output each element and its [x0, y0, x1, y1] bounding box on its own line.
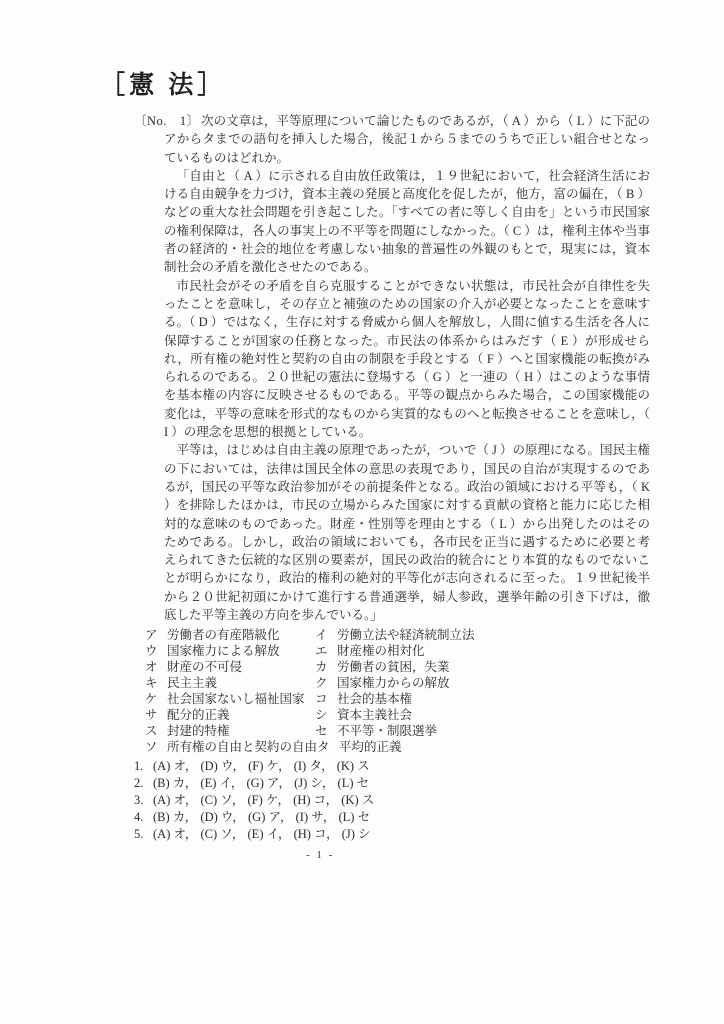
word-text: 財産の不可侵	[167, 660, 243, 675]
word-key: ア	[145, 628, 158, 643]
choice-number: 2.	[134, 776, 144, 791]
word-option	[315, 691, 412, 707]
word-text: 国家権力からの解放	[337, 676, 450, 691]
answer-choice-1	[134, 758, 650, 775]
question-stem: 次の文章は，平等原理について論じたものであるが，（ A ）から（ L ）に下記のアからタまでの語句を挿入した場合，後記１から５までのうちで正しい組合せとなっているものはどれか。	[164, 114, 650, 165]
word-text: 労働者の貧困，失業	[337, 660, 450, 675]
passage-paragraph: 「自由と（ A ）に示される自由放任政策は，１９世紀において，社会経済生活における自由競争を力づけ，資本主義の発展と高度化を促したが，他方，富の偏在，（ B ）などの重大な社会問題を引き起こした。「すべての者に等しく自由を」という市民国家の権利保障は，各人の事実上の不平等を問題にしなかった。（ C ）は，権利主体や当事者の経済的・社会的地位を考慮しない抽象的普遍性の外観のもとで，現実には，資本制社会の矛盾を激化させたのである。	[164, 168, 650, 275]
choice-number: 3.	[134, 793, 144, 808]
word-key: イ	[315, 628, 328, 643]
choice-text: (A) オ， (C) ソ， (F) ケ， (H) コ， (K) ス	[153, 793, 375, 808]
word-option	[317, 739, 402, 755]
word-key: ス	[145, 724, 158, 739]
word-option	[315, 723, 437, 739]
word-option	[145, 643, 315, 659]
answer-choice-2	[134, 775, 650, 792]
passage-paragraph: 市民社会がその矛盾を自ら克服することができない状態は，市民社会が自律性を失ったことを意味し，その存立と補強のための国家の介入が必要となったことを意味する。（ D ）ではなく，生存に対する脅威から個人を解放し，人間に値する生活を各人に保障することが国家の任務となった。市民法の体系からはみだす（ E ）が形成せられ，所有権の絶対性と契約の自由の制限を手段とする（ F ）へと国家機能の転換がみられるのである。２０世紀の憲法に登場する（ G ）と一連の（ H ）はこのような事情を基本権の内容に反映させるものである。平等の観点からみた場合，この国家機能の変化は，平等の意味を形式的なものから実質的なものへと転換させることを意味し，（ I ）の理念を思想的根拠としている。	[164, 278, 650, 440]
choice-number: 5.	[134, 827, 144, 842]
word-key: セ	[315, 724, 328, 739]
word-text: 社会国家ないし福祉国家	[167, 692, 305, 707]
word-list-row	[145, 723, 650, 739]
word-option	[315, 707, 412, 723]
page-number: - 1 -	[306, 849, 335, 861]
word-option	[315, 627, 475, 643]
word-text: 社会的基本権	[337, 692, 413, 707]
word-option	[145, 691, 315, 707]
word-key: ウ	[145, 644, 158, 659]
question-block	[134, 112, 650, 843]
answer-choice-4	[134, 809, 650, 826]
word-option	[145, 627, 315, 643]
word-key: カ	[315, 660, 328, 675]
passage-paragraph: 平等は，はじめは自由主義の原理であったが，ついで（ J ）の原理になる。国民主権の下においては，法律は国民全体の意思の表現であり，国民の自治が実現するのであるが，国民の平等な政治参加がその前提条件となる。政治の領域における平等も，（ K ）を排除したほかは，市民の立場からみた国家に対する貢献の資格と能力に応じた相対的な意味のものであった。財産・性別等を理由とする（ L ）から出発したのはそのためである。しかし，政治の領域においても，各市民を正当に遇するために必要と考えられてきた伝統的な区別の要素が，国民の政治的統合にとり本質的なものでないことが明らかになり，政治的権利の絶対的平等化が志向されるに至った。１９世紀後半から２０世紀初頭にかけて進行する普通選挙，婦人参政，選挙年齢の引き下げは，徹底した平等主義の方向を歩んでいる。」	[164, 443, 650, 623]
word-text: 国家権力による解放	[167, 644, 280, 659]
word-text: 民主主義	[167, 676, 218, 691]
word-key: キ	[145, 676, 158, 691]
answer-choice-list	[134, 758, 650, 843]
word-list-row	[145, 739, 650, 755]
word-list-row	[145, 659, 650, 675]
word-list-row	[145, 643, 650, 659]
word-key: ク	[315, 676, 328, 691]
word-key: コ	[315, 692, 328, 707]
word-option	[145, 707, 315, 723]
section-title: ［憲 法］	[100, 72, 227, 99]
word-text: 資本主義社会	[337, 708, 413, 723]
word-list-row	[145, 707, 650, 723]
choice-text: (A) オ， (C) ソ， (E) イ， (H) コ， (J) シ	[153, 827, 371, 842]
word-list-row	[145, 627, 650, 643]
word-text: 所有権の自由と契約の自由	[167, 740, 318, 755]
word-text: 労働立法や経済統制立法	[337, 628, 475, 643]
word-text: 財産権の相対化	[337, 644, 425, 659]
word-option	[145, 675, 315, 691]
choice-text: (B) カ， (E) イ， (G) ア， (J) シ， (L) セ	[153, 776, 370, 791]
word-text: 平均的正義	[339, 740, 402, 755]
word-list-row	[145, 691, 650, 707]
question-number: 〔No. 1〕	[134, 114, 200, 128]
choice-text: (B) カ， (D) ウ， (G) ア， (I) サ， (L) セ	[153, 810, 371, 825]
document-body	[100, 70, 660, 843]
word-option	[145, 659, 315, 675]
word-text: 不平等・制限選挙	[337, 724, 438, 739]
answer-choice-3	[134, 792, 650, 809]
word-option	[315, 675, 450, 691]
choice-text: (A) オ， (D) ウ， (F) ケ， (I) タ， (K) ス	[153, 759, 370, 774]
word-option	[315, 643, 425, 659]
word-text: 配分的正義	[167, 708, 230, 723]
choice-number: 4.	[134, 810, 144, 825]
word-key: シ	[315, 708, 328, 723]
word-key: ソ	[145, 740, 158, 755]
answer-choice-5	[134, 826, 650, 843]
word-text: 封建的特権	[167, 724, 230, 739]
word-key: サ	[145, 708, 158, 723]
word-text: 労働者の有産階級化	[167, 628, 280, 643]
word-option-list	[145, 627, 650, 755]
choice-number: 1.	[134, 759, 144, 774]
word-option	[145, 723, 315, 739]
word-key: タ	[317, 740, 330, 755]
word-key: ケ	[145, 692, 158, 707]
word-key: エ	[315, 644, 328, 659]
word-key: オ	[145, 660, 158, 675]
word-option	[145, 739, 317, 755]
word-list-row	[145, 675, 650, 691]
word-option	[315, 659, 450, 675]
